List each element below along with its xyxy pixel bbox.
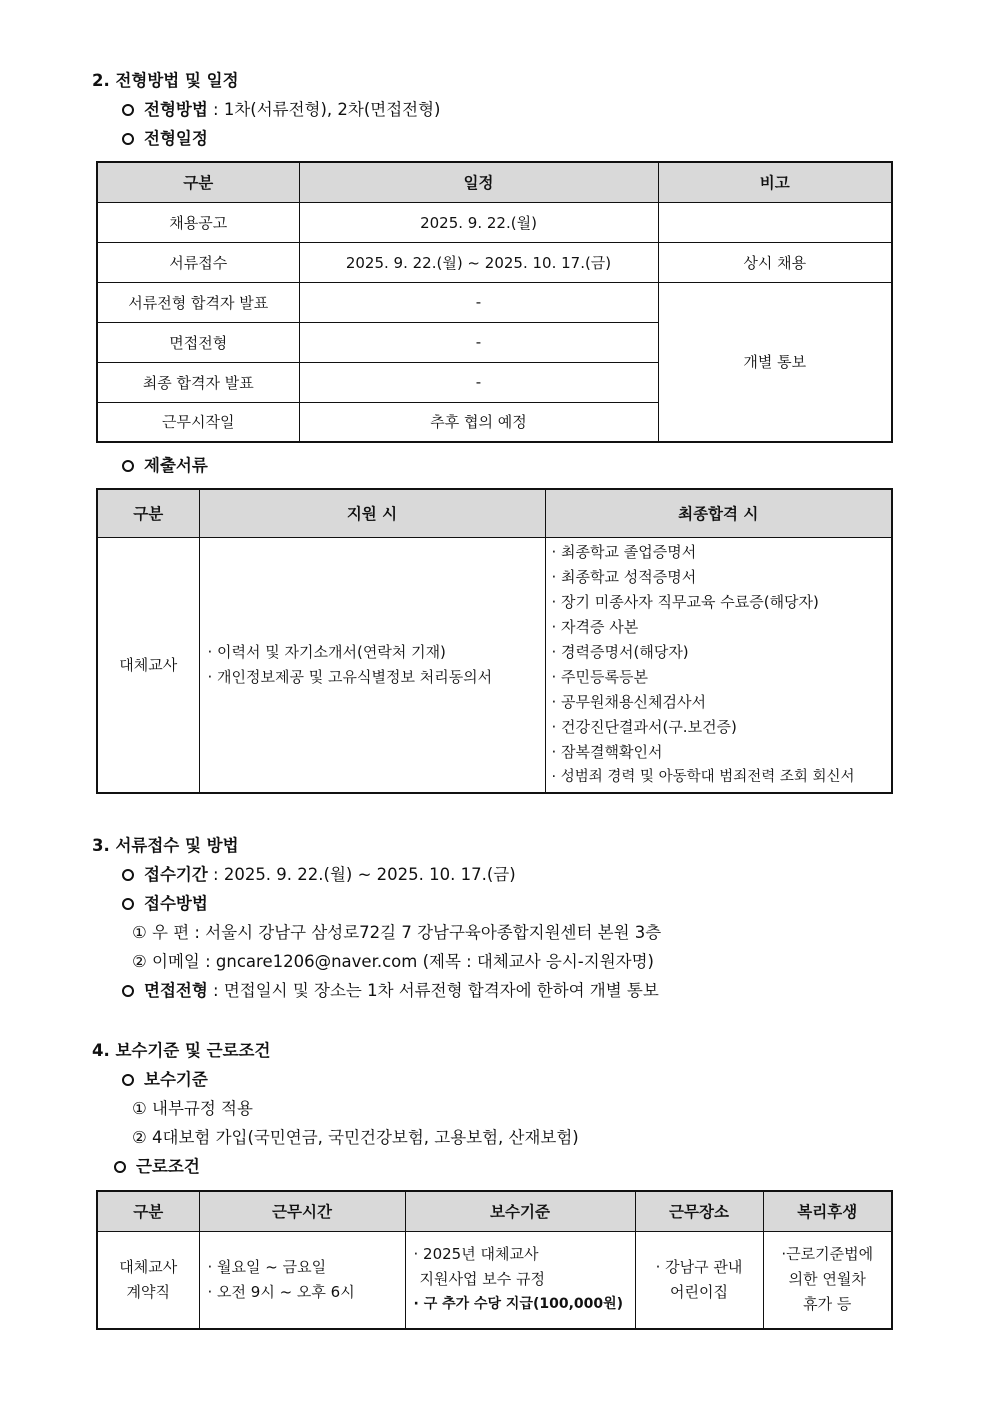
schedule-header-cat: 구분 <box>97 162 299 202</box>
cond-welfare-cell <box>763 1231 892 1329</box>
docs-label: 제출서류 <box>144 456 208 475</box>
period-label: 접수기간 <box>144 865 208 884</box>
interview-value: : 면접일시 및 장소는 1차 서류전형 합격자에 한하여 개별 통보 <box>213 981 659 1000</box>
table-row <box>97 282 892 322</box>
receipt-method-line <box>122 893 208 915</box>
cond-pay-line: 지원사업 보수 규정 <box>419 1270 545 1289</box>
list-item: · 잠복결핵확인서 <box>551 742 663 761</box>
row-date: 2025. 9. 22.(월) <box>299 202 658 242</box>
list-item: · 공무원채용신체검사서 <box>551 692 706 711</box>
docs-line <box>122 455 208 477</box>
schedule-header-date: 일정 <box>299 162 658 202</box>
section-3-heading: 3. 서류접수 및 방법 <box>92 836 239 855</box>
list-item: · 장기 미종사자 직무교육 수료증(해당자) <box>551 592 819 611</box>
row-category: 서류전형 합격자 발표 <box>97 282 299 322</box>
pay-item-1: ① 내부규정 적용 <box>132 1099 253 1118</box>
row-note: 상시 채용 <box>658 242 892 282</box>
list-item: · 주민등록등본 <box>551 667 648 686</box>
docs-header-cat: 구분 <box>97 489 199 537</box>
docs-header-apply: 지원 시 <box>199 489 545 537</box>
conditions-table <box>96 1190 893 1330</box>
email-line: ② 이메일 : gncare1206@naver.com (제목 : 대체교사 응시-지원자명) <box>132 952 654 971</box>
section-2-heading: 2. 전형방법 및 일정 <box>92 71 239 90</box>
cond-header-pay: 보수기준 <box>405 1191 635 1231</box>
list-item: · 성범죄 경력 및 아동학대 범죄전력 조회 회신서 <box>551 768 855 785</box>
list-item: · 최종학교 졸업증명서 <box>551 542 697 561</box>
cond-pay-cell <box>405 1231 635 1329</box>
cond-welfare-line: ·근로기준법에 <box>781 1245 874 1264</box>
circle-bullet-icon <box>122 460 134 472</box>
cond-hours-cell <box>199 1231 405 1329</box>
list-item: · 최종학교 성적증명서 <box>551 567 697 586</box>
cond-header-welfare: 복리후생 <box>763 1191 892 1231</box>
table-row <box>97 537 892 793</box>
interview-label: 면접전형 <box>144 981 208 1000</box>
cond-place-cell <box>635 1231 763 1329</box>
circle-bullet-icon <box>122 133 134 145</box>
cond-type-line: 대체교사 <box>119 1257 178 1276</box>
circle-bullet-icon <box>122 104 134 116</box>
cond-place-line: 어린이집 <box>670 1282 728 1301</box>
schedule-table <box>96 161 893 443</box>
pay-label: 보수기준 <box>144 1070 208 1089</box>
method-line <box>122 99 440 121</box>
circle-bullet-icon <box>122 869 134 881</box>
table-row <box>97 202 892 242</box>
list-item: · 건강진단결과서(구.보건증) <box>551 717 737 736</box>
cond-welfare-line: 의한 연월차 <box>788 1270 866 1289</box>
table-row <box>97 1231 892 1329</box>
cond-line <box>114 1156 200 1178</box>
cond-type-line: 계약직 <box>126 1282 170 1301</box>
list-item: · 자격증 사본 <box>551 617 639 636</box>
pay-item-2: ② 4대보험 가입(국민연금, 국민건강보험, 고용보험, 산재보험) <box>132 1128 579 1147</box>
period-value: : 2025. 9. 22.(월) ~ 2025. 10. 17.(금) <box>213 865 516 884</box>
cond-type-cell <box>97 1231 199 1329</box>
method-value: : 1차(서류전형), 2차(면접전형) <box>213 100 441 119</box>
cond-header-hours: 근무시간 <box>199 1191 405 1231</box>
cond-label: 근로조건 <box>136 1157 200 1176</box>
schedule-header-note: 비고 <box>658 162 892 202</box>
row-category: 최종 합격자 발표 <box>97 362 299 402</box>
row-category: 채용공고 <box>97 202 299 242</box>
cond-header-type: 구분 <box>97 1191 199 1231</box>
row-category: 서류접수 <box>97 242 299 282</box>
row-category: 면접전형 <box>97 322 299 362</box>
docs-category: 대체교사 <box>97 537 199 793</box>
docs-header-final: 최종합격 시 <box>545 489 892 537</box>
mail-line: ① 우 편 : 서울시 강남구 삼성로72길 7 강남구육아종합지원센터 본원 3층 <box>132 923 662 942</box>
cond-pay-line: · 2025년 대체교사 <box>413 1245 539 1264</box>
circle-bullet-icon <box>122 898 134 910</box>
row-date: - <box>299 282 658 322</box>
interview-line <box>122 980 659 1002</box>
section-4-heading: 4. 보수기준 및 근로조건 <box>92 1041 271 1060</box>
apply-docs-cell <box>199 537 545 793</box>
row-category: 근무시작일 <box>97 402 299 442</box>
receipt-method-label: 접수방법 <box>144 894 208 913</box>
cond-pay-line: · 구 추가 수당 지급(100,000원) <box>413 1296 624 1313</box>
merged-note: 개별 통보 <box>658 282 892 442</box>
cond-hours-line: · 월요일 ~ 금요일 <box>207 1257 327 1276</box>
circle-bullet-icon <box>122 985 134 997</box>
list-item: · 경력증명서(해당자) <box>551 642 689 661</box>
row-date: - <box>299 322 658 362</box>
row-note <box>658 202 892 242</box>
period-line <box>122 864 516 886</box>
method-label: 전형방법 <box>144 100 208 119</box>
cond-place-line: · 강남구 관내 <box>655 1257 743 1276</box>
circle-bullet-icon <box>122 1074 134 1086</box>
list-item: · 개인정보제공 및 고유식별정보 처리동의서 <box>207 667 493 686</box>
list-item: · 이력서 및 자기소개서(연락처 기재) <box>207 642 446 661</box>
documents-table <box>96 488 893 794</box>
table-row <box>97 242 892 282</box>
final-docs-cell <box>545 537 892 793</box>
circle-bullet-icon <box>114 1161 126 1173</box>
row-date: 2025. 9. 22.(월) ~ 2025. 10. 17.(금) <box>299 242 658 282</box>
pay-line <box>122 1069 208 1091</box>
cond-hours-line: · 오전 9시 ~ 오후 6시 <box>207 1282 355 1301</box>
cond-header-place: 근무장소 <box>635 1191 763 1231</box>
row-date: 추후 협의 예정 <box>299 402 658 442</box>
schedule-label: 전형일정 <box>144 129 208 148</box>
cond-welfare-line: 휴가 등 <box>803 1295 852 1314</box>
row-date: - <box>299 362 658 402</box>
schedule-line <box>122 128 208 150</box>
